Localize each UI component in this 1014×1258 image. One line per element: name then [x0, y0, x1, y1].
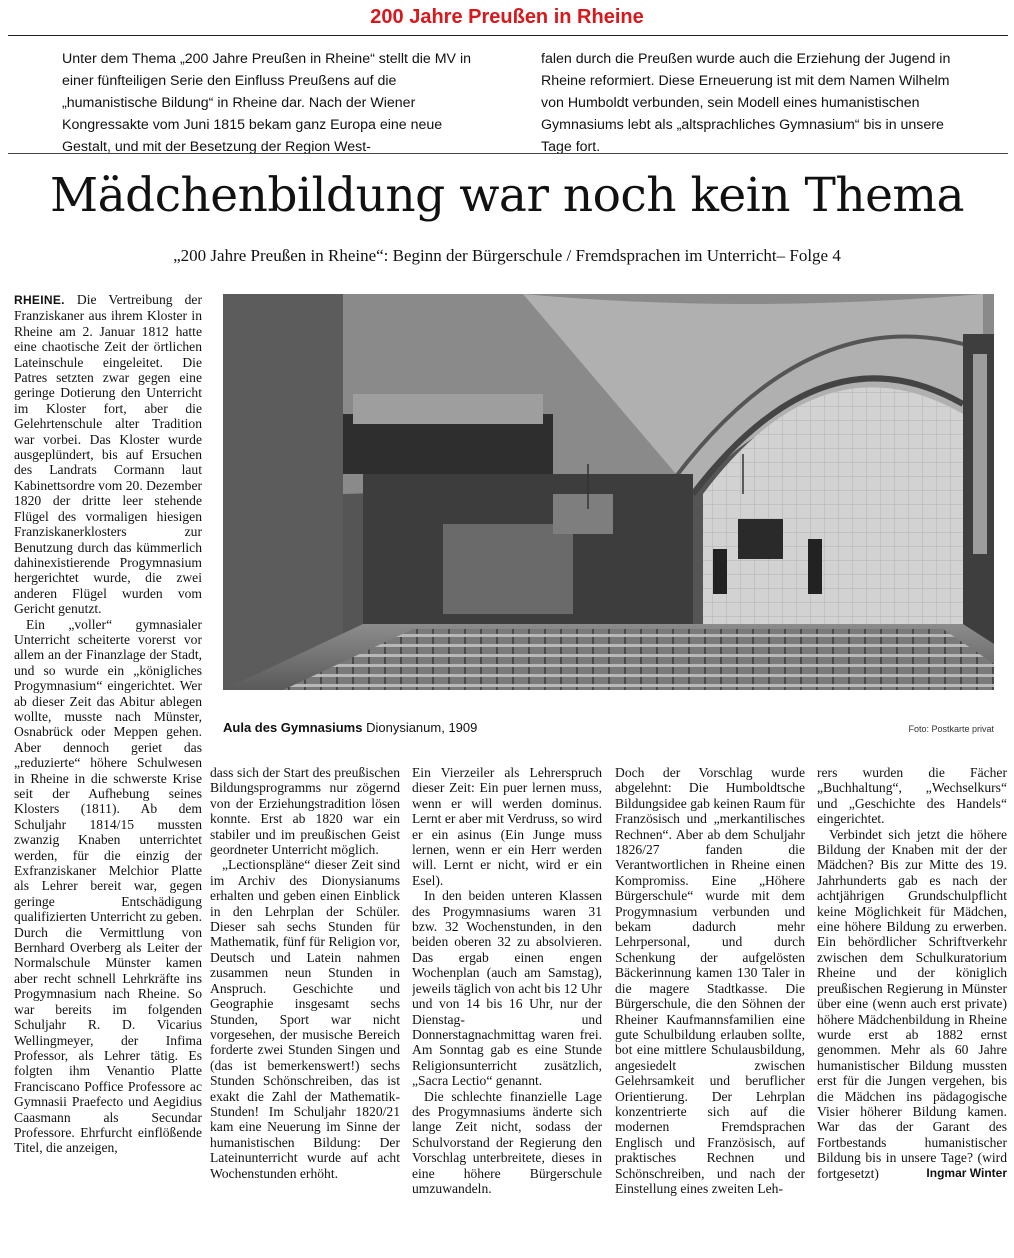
caption-title: Aula des Gymnasiums — [223, 720, 363, 735]
intro-text-right: falen durch die Preußen wurde auch die Erziehung der Jugend in Rheine reformiert. Diese Erneuerung ist mit dem Namen Wilhelm von Humboldt verbunden, sein Modell eines humanistischen Gymnasiums lebt als „altsprachliches Gymnasium“ bis in unsere Tage fort. — [541, 51, 951, 155]
article-column-4 — [615, 765, 805, 1257]
photo-caption — [223, 720, 477, 735]
article-headline: Mädchenbildung war noch kein Thema — [49, 168, 965, 223]
paragraph: Doch der Vorschlag wurde abgelehnt: Die Humboldtsche Bildungsidee gab keinen Raum für Französisch und „merkantilisches Rechnen“. Aber ab dem Schuljahr 1826/27 fanden die Verantwortlichen in Rheine einen Kompromiss. Eine „Höhere Bürgerschule“ wurde mit dem Progymnasium verbunden und bekam dadurch mehr Lehrpersonal, und durch Schenkung der aufgelösten Bäckerinnung kamen 130 Taler in die magere Stadtkasse. Die Bürgerschule, die den Söhnen der Rheiner Kaufmannsfamilien eine gute Schulbildung erlauben sollte, bot eine mittlere Schulausbildung, angesiedelt zwischen Gelehrsamkeit und beruflicher Orientierung. Der Lehrplan konzentrierte sich auf die modernen Fremdsprachen Englisch und Französisch, auf praktisches Rechnen und Schönschreiben, und nach der Einstellung eines zweiten Leh- — [615, 765, 805, 1196]
paragraph: In den beiden unteren Klassen des Progymnasiums waren 31 bzw. 32 Wochenstunden, in den beiden oberen 32 zu absolvieren. Das ergab einen engen Wochenplan (auch am Samstag), jeweils täglich von acht bis 12 Uhr und von 14 bis 16 Uhr, nur der Dienstag- und Donnerstagnachmittag waren frei. Am Sonntag gab es eine Stunde Religionsunterricht zusätzlich, „Sacra Lectio“ genannt. — [412, 888, 602, 1089]
page-header — [0, 0, 1014, 34]
article-subheadline: „200 Jahre Preußen in Rheine“: Beginn der Bürgerschule / Fremdsprachen im Unterricht– Folge 4 — [173, 246, 841, 265]
paragraph: Die schlechte finanzielle Lage des Progymnasiums änderte sich lange Zeit nicht, sodass der Schulvorstand der Regierung den Vorschlag unterbreitete, dieses in eine höhere Bürgerschule umzuwandeln. — [412, 1088, 602, 1196]
caption-text: Dionysianum, 1909 — [366, 720, 478, 735]
article-column-2 — [210, 765, 400, 1257]
paragraph: rers wurden die Fächer „Buchhaltung“, „Wechselkurs“ und „Geschichte des Handels“ eingerichtet. — [817, 765, 1007, 827]
article-column-1 — [14, 292, 202, 1254]
paragraph: Ein Vierzeiler als Lehrerspruch dieser Zeit: Ein puer lernen muss, wenn er will werden dominus. Lernt er aber mit Verdruss, so wird er ein asinus (Ein Junge muss lernen, wenn er ein Herr werden will. Lernt er nicht, wird er ein Esel). — [412, 765, 602, 888]
paragraph — [14, 292, 202, 617]
paragraph: „Lectionspläne“ dieser Zeit sind im Archiv des Dionysianums erhalten und geben einen Einblick in den Lehrplan der Schüler. Dieser sah sechs Stunden für Mathematik, fünf für Religion vor, Deutsch und Latein nahmen zusammen neun Stunden in Anspruch. Geschichte und Geographie insgesamt sechs Stunden, Sport war nicht vorgesehen, der musische Bereich forderte zwei Stunden Singen und (das ist bemerkenswert!) sechs Stunden Schönschreiben, das ist exakt die Zahl der Mathematik-Stunden! Im Schuljahr 1820/21 kam eine Neuerung im Sinne der humanistischen Bildung: Der Lateinunterricht wurde auf acht Wochenstunden erhöht. — [210, 857, 400, 1181]
dateline: RHEINE. — [14, 293, 65, 307]
photo-aula — [223, 294, 994, 690]
author-byline: Ingmar Winter — [926, 1165, 1007, 1180]
paragraph: Verbindet sich jetzt die höhere Bildung der Knaben mit der der Mädchen? Bis zur Mitte des 19. Jahrhunderts gab es nach der achtjährigen Grundschulpflicht keine Möglichkeit für Mädchen, eine höhere Bildung zu erwerben. Ein behördlicher Schriftverkehr zwischen dem Schulkuratorium Rheine und der königlich preußischen Regierung in Münster über eine (wenn auch erst private) höhere Mädchenbildung in Rheine wurde erst ab 1882 ernst genommen. Mehr als 60 Jahre humanistischer Bildung mussten erst für die Jungen vergehen, bis die Mädchen ins pädagogische Visier höherer Bildung kamen. War das der Garant des Fortbestands humanistischer Bildung bis in unsere Tage? (wird fortgesetzt) — [817, 826, 1007, 1181]
article-column-3 — [412, 765, 602, 1257]
intro-rule — [8, 153, 1008, 154]
hall-illustration — [223, 294, 994, 690]
paragraph: Ein „voller“ gymnasialer Unterricht scheiterte vorerst vor allem an der Finanzlage der Stadt, und so wurde ein „königliches Progymnasium“ eingerichtet. Wer ab dieser Zeit das Abitur ablegen wollte, musste nach Münster, Osnabrück oder Meppen gehen. Aber dennoch geriet das „reduzierte“ höhere Schulwesen in Rheine in die schwerste Krise seit der Aufhebung seines Klosters (1811). Ab dem Schuljahr 1814/15 mussten zwanzig Knaben unterrichtet werden, für die einzig der Exfranziskaner Melchior Platte als Lehrer bereit war, gegen geringe Entschädigung qualifizierten Unterricht zu geben. Durch die Vermittlung von Bernhard Overberg als Leiter der Normalschule Münster kamen aber recht schnell Lehrkräfte ins Progymnasium nach Rheine. So war bereits im folgenden Schuljahr R. D. Vicarius Wellingmeyer, der Infima Professor, als Lehrer tätig. Es folgten ihm Venantio Platte Franciscano Poffice Professore ac Gymnasii Praefecto und Aegidius Caasmann als Secundar Professore. Ehrfurcht einflößende Titel, die anzeigen, — [14, 616, 202, 1156]
paragraph-text: Die Vertreibung der Franziskaner aus ihrem Kloster in Rheine am 2. Januar 1812 hatte eine chaotische Zeit der örtlichen Lateinschule eingeleitet. Die Patres setzten zwar gegen eine geringe Dotierung den Unterricht im Kloster fort, aber die Gelehrtenschule alter Tradition war vorbei. Das Kloster wurde ausgeplündert, bis auf Ersuchen des Landrats Cormann laut Kabinettsordre vom 20. Dezember 1820 der dritte leer stehende Flügel des vormaligen hiesigen Franziskanerklosters zur Benutzung durch das kümmerlich dahinexistierende Progymnasium hergerichtet wurde, die zwei anderen Flügel wurden vom Gericht genutzt. — [14, 292, 202, 617]
article-column-5 — [817, 765, 1007, 1257]
series-title: 200 Jahre Preußen in Rheine — [370, 6, 644, 28]
header-rule — [8, 35, 1008, 36]
intro-text-left: Unter dem Thema „200 Jahre Preußen in Rheine“ stellt die MV in einer fünfteiligen Serie den Einfluss Preußens auf die „humanistische Bildung“ in Rheine dar. Nach der Wiener Kongressakte vom Juni 1815 bekam ganz Europa eine neue Gestalt, und mit der Besetzung der Region West- — [62, 51, 472, 155]
paragraph: dass sich der Start des preußischen Bildungsprogramms nur zögernd von der Erziehungstradition lösen konnte. Erst ab 1820 war ein stabiler und im preußischen Geist geordneter Unterricht möglich. — [210, 765, 400, 858]
photo-credit: Foto: Postkarte privat — [908, 724, 994, 734]
